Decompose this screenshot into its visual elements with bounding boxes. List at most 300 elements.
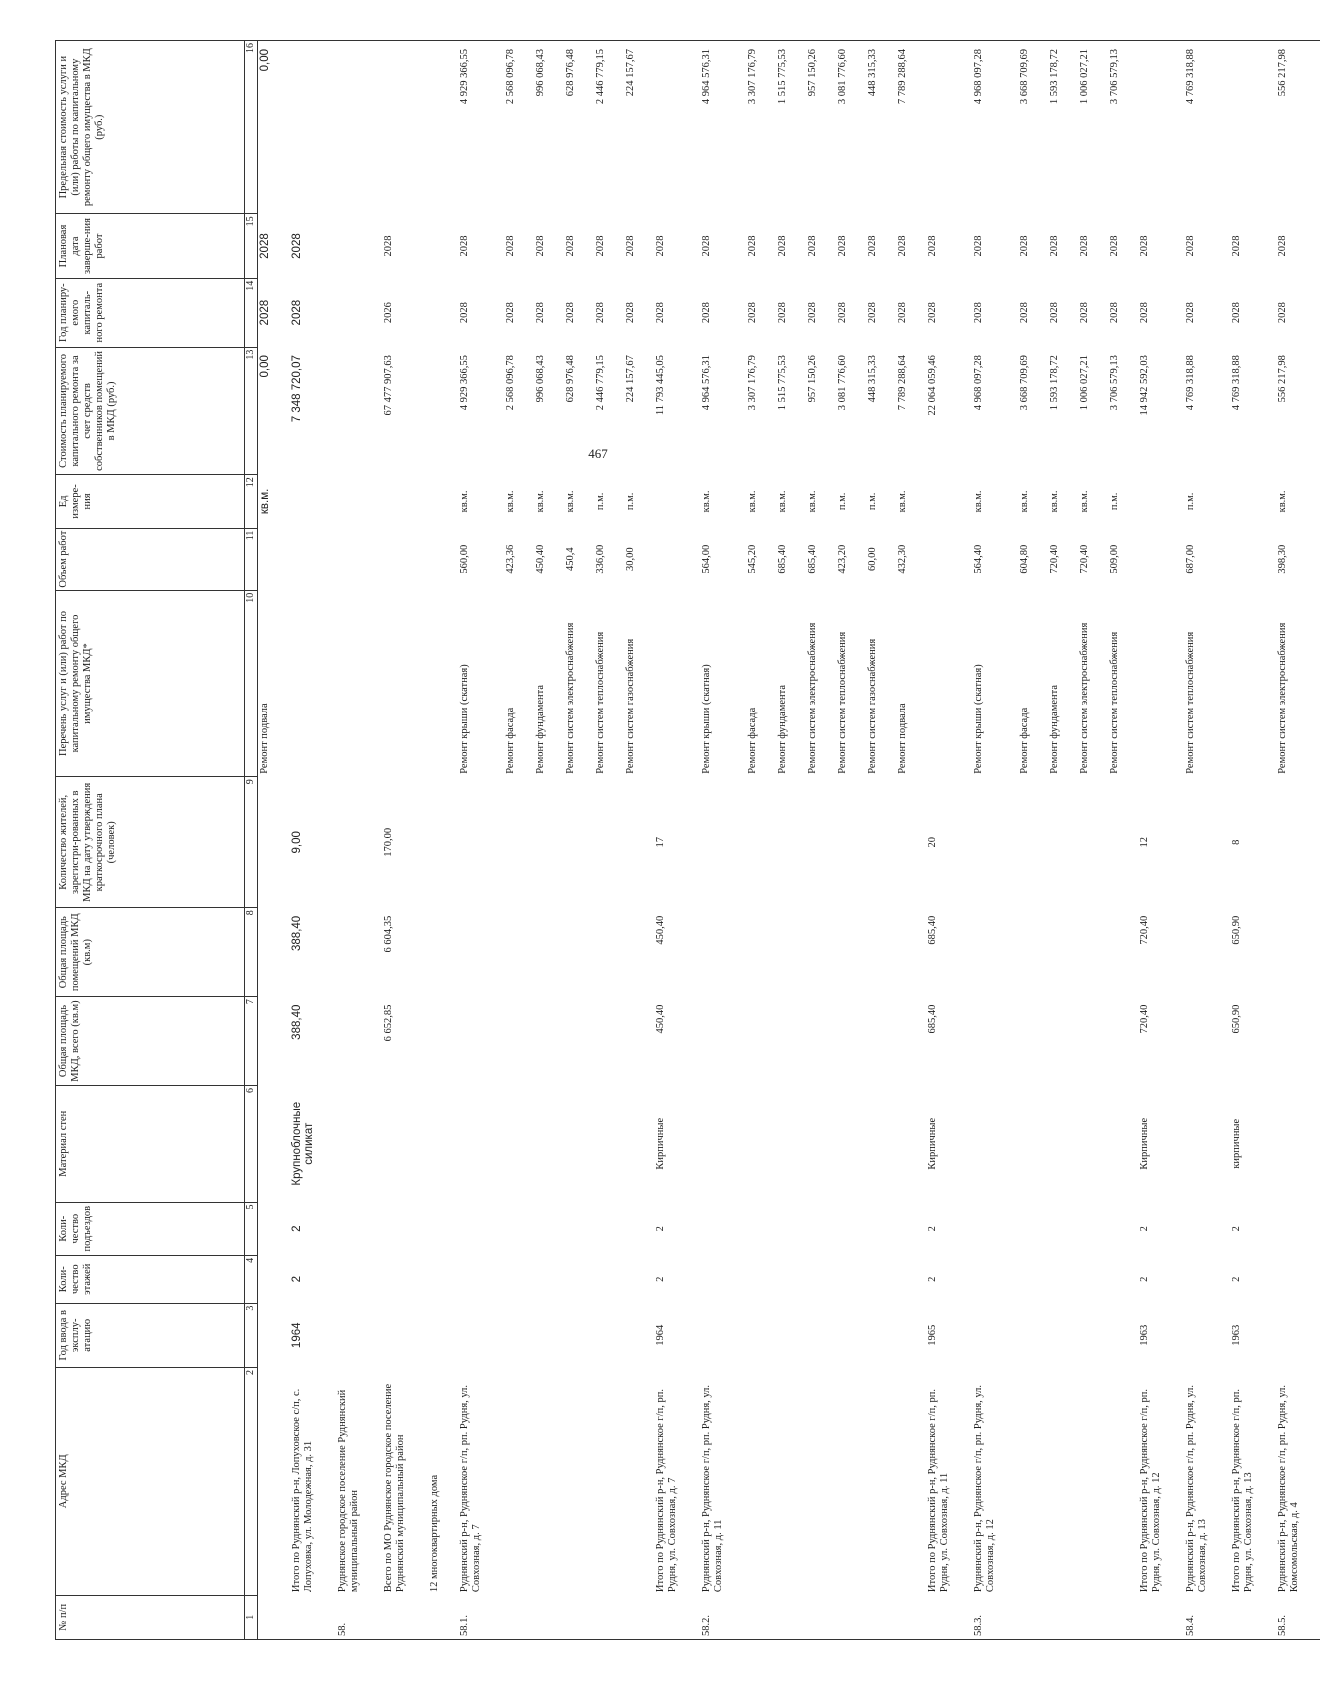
residents	[804, 777, 834, 908]
planned-year: 2028	[972, 302, 984, 324]
cost: 3 307 176,79	[746, 355, 758, 411]
wall-material	[380, 1085, 426, 1202]
address: Руднянский р-н, Руднянское г/п, рп. Рудня, ул. Совхозная, д. 7	[458, 1384, 482, 1593]
work-volume: 398,30	[1276, 544, 1288, 574]
work-type: Ремонт систем электроснабжения	[564, 622, 576, 774]
end-date: 2028	[1230, 235, 1242, 257]
total-area	[456, 997, 502, 1086]
column-number: 16	[245, 41, 258, 214]
floors	[1076, 1255, 1106, 1303]
row-number	[652, 1595, 698, 1639]
wall-material: Крупноблочные силикат	[290, 1101, 315, 1186]
cost: 7 789 288,64	[896, 355, 908, 411]
work-type: Ремонт систем электроснабжения	[1078, 622, 1090, 774]
table-row	[426, 41, 456, 1640]
wall-material	[622, 1085, 652, 1202]
planned-year: 2028	[564, 302, 576, 324]
total-area	[744, 997, 774, 1086]
limit-cost: 4 929 366,55	[458, 49, 470, 105]
address	[834, 1367, 864, 1595]
floors	[334, 1255, 380, 1303]
cost: 67 477 907,63	[382, 355, 394, 416]
row-number	[864, 1595, 894, 1639]
rooms-area	[1274, 908, 1320, 997]
work-type: Ремонт фасада	[1018, 707, 1030, 774]
end-date: 2028	[866, 235, 878, 257]
work-volume: 685,40	[776, 544, 788, 574]
entrances	[970, 1202, 1016, 1255]
column-header: Стоимость планируемого капитального ремонта за счет средств собственников помещений в МКД (руб.)	[56, 347, 245, 475]
residents	[1076, 777, 1106, 908]
row-number	[380, 1595, 426, 1639]
entrances	[592, 1202, 622, 1255]
work-volume	[652, 528, 698, 590]
entrances	[1106, 1202, 1136, 1255]
end-date: 2028	[746, 235, 758, 257]
unit: кв.м.	[1048, 490, 1060, 513]
limit-cost	[652, 41, 698, 214]
planned-year: 2028	[866, 302, 878, 324]
address	[1046, 1367, 1076, 1595]
column-header: Общая площадь помещений МКД (кв.м)	[56, 908, 245, 997]
cost: 556 217,98	[1276, 355, 1288, 403]
total-area	[622, 997, 652, 1086]
limit-cost	[288, 41, 334, 214]
total-area	[970, 997, 1016, 1086]
work-volume: 604,80	[1018, 544, 1030, 574]
column-number: 2	[245, 1367, 258, 1595]
residents: 170,00	[382, 827, 394, 857]
address	[502, 1367, 532, 1595]
planned-year: 2028	[504, 302, 516, 324]
total-area	[1182, 997, 1228, 1086]
row-number	[774, 1595, 804, 1639]
rooms-area	[1106, 908, 1136, 997]
limit-cost	[1228, 41, 1274, 214]
limit-cost: 4 964 576,31	[700, 49, 712, 105]
cost	[426, 347, 456, 475]
end-date: 2028	[972, 235, 984, 257]
column-header: Материал стен	[56, 1085, 245, 1202]
cost: 1 006 027,21	[1078, 355, 1090, 411]
commission-year	[804, 1303, 834, 1367]
total-area	[258, 997, 288, 1086]
planned-year: 2028	[290, 299, 303, 326]
row-number	[744, 1595, 774, 1639]
cost: 4 769 318,88	[1184, 355, 1196, 411]
floors	[502, 1255, 532, 1303]
cost: 14 942 592,03	[1138, 355, 1150, 416]
wall-material	[1016, 1085, 1046, 1202]
floors	[592, 1255, 622, 1303]
rooms-area	[774, 908, 804, 997]
row-number: 58.2.	[700, 1615, 712, 1636]
address	[894, 1367, 924, 1595]
wall-material: кирпичные	[1230, 1118, 1242, 1169]
commission-year	[426, 1303, 456, 1367]
entrances	[380, 1202, 426, 1255]
limit-cost	[380, 41, 426, 214]
wall-material	[698, 1085, 744, 1202]
total-area	[894, 997, 924, 1086]
entrances	[744, 1202, 774, 1255]
rooms-area	[1046, 908, 1076, 997]
commission-year	[380, 1303, 426, 1367]
floors	[864, 1255, 894, 1303]
residents	[592, 777, 622, 908]
entrances: 2	[1138, 1226, 1150, 1232]
total-area	[502, 997, 532, 1086]
wall-material	[502, 1085, 532, 1202]
work-volume: 687,00	[1184, 544, 1196, 574]
limit-cost: 556 217,98	[1276, 49, 1288, 97]
unit	[288, 475, 334, 528]
rooms-area	[426, 908, 456, 997]
residents: 12	[1138, 837, 1150, 848]
commission-year	[456, 1303, 502, 1367]
total-area: 388,40	[290, 1004, 303, 1040]
total-area: 685,40	[926, 1004, 938, 1034]
unit: кв.м.	[746, 490, 758, 513]
page-number: 467	[588, 446, 608, 461]
row-number: 58.	[336, 1622, 348, 1636]
commission-year	[1016, 1303, 1046, 1367]
end-date	[334, 214, 380, 278]
commission-year	[334, 1303, 380, 1367]
wall-material	[834, 1085, 864, 1202]
entrances	[1016, 1202, 1046, 1255]
entrances	[426, 1202, 456, 1255]
residents	[698, 777, 744, 908]
address: Руднянский р-н, Руднянское г/п, рп. Рудня, ул. Комсомольская, д. 4	[1276, 1384, 1300, 1593]
wall-material: Кирпичные	[926, 1117, 938, 1170]
commission-year	[774, 1303, 804, 1367]
planned-year: 2028	[806, 302, 818, 324]
table-row	[1076, 41, 1106, 1640]
cost: 2 446 779,15	[594, 355, 606, 411]
commission-year	[698, 1303, 744, 1367]
column-number: 11	[245, 528, 258, 590]
cost: 4 929 366,55	[458, 355, 470, 411]
total-area	[426, 997, 456, 1086]
commission-year: 1965	[926, 1324, 938, 1346]
table-row	[1016, 41, 1046, 1640]
limit-cost: 3 706 579,13	[1108, 49, 1120, 105]
cost: 4 968 097,28	[972, 355, 984, 411]
floors: 2	[926, 1276, 938, 1282]
wall-material	[744, 1085, 774, 1202]
row-number	[834, 1595, 864, 1639]
work-type: Ремонт фасада	[504, 707, 516, 774]
entrances: 2	[654, 1226, 666, 1232]
work-type: Ремонт систем электроснабжения	[806, 622, 818, 774]
work-volume	[288, 528, 334, 590]
end-date: 2028	[534, 235, 546, 257]
wall-material	[804, 1085, 834, 1202]
rooms-area: 388,40	[290, 915, 303, 951]
limit-cost	[924, 41, 970, 214]
cost: 957 150,26	[806, 355, 818, 403]
end-date: 2028	[1108, 235, 1120, 257]
wall-material: Кирпичные	[1138, 1117, 1150, 1170]
row-number: 58.3.	[972, 1615, 984, 1636]
work-volume: 545,20	[746, 544, 758, 574]
residents	[744, 777, 774, 908]
column-number-row	[245, 41, 258, 1640]
limit-cost	[1136, 41, 1182, 214]
wall-material	[1106, 1085, 1136, 1202]
cost: 448 315,33	[866, 355, 878, 403]
column-number: 12	[245, 475, 258, 528]
table-row	[774, 41, 804, 1640]
entrances	[1046, 1202, 1076, 1255]
total-area	[834, 997, 864, 1086]
floors	[532, 1255, 562, 1303]
work-volume	[426, 528, 456, 590]
residents	[1274, 777, 1320, 908]
limit-cost: 996 068,43	[534, 49, 546, 97]
row-number	[1106, 1595, 1136, 1639]
table-row	[698, 41, 744, 1640]
residents	[502, 777, 532, 908]
address: Итого по Руднянский р-н, Руднянское г/п, рп. Рудня, ул. Совхозная, д. 11	[926, 1388, 950, 1593]
residents	[864, 777, 894, 908]
work-type	[924, 590, 970, 777]
work-volume	[924, 528, 970, 590]
column-number: 14	[245, 278, 258, 347]
address: Итого по Руднянский р-н, Руднянское г/п, рп. Рудня, ул. Совхозная, д. 12	[1138, 1388, 1162, 1593]
document-page	[55, 40, 1300, 1640]
table-row	[744, 41, 774, 1640]
floors	[258, 1255, 288, 1303]
work-type: Ремонт крыши (скатная)	[700, 664, 712, 774]
table-row	[502, 41, 532, 1640]
commission-year	[894, 1303, 924, 1367]
planned-year: 2028	[1078, 302, 1090, 324]
address	[532, 1367, 562, 1595]
rooms-area	[258, 908, 288, 997]
rooms-area	[864, 908, 894, 997]
limit-cost: 4 769 318,88	[1184, 49, 1196, 105]
total-area	[532, 997, 562, 1086]
table-row	[1274, 41, 1320, 1640]
work-volume: 720,40	[1078, 544, 1090, 574]
work-type: Ремонт подвала	[896, 703, 908, 774]
wall-material	[562, 1085, 592, 1202]
cost: 1 593 178,72	[1048, 355, 1060, 411]
limit-cost: 3 081 776,60	[836, 49, 848, 105]
wall-material	[456, 1085, 502, 1202]
entrances: 2	[1230, 1226, 1242, 1232]
work-type: Ремонт подвала	[259, 703, 270, 774]
residents	[334, 777, 380, 908]
limit-cost: 1 593 178,72	[1048, 49, 1060, 105]
wall-material	[864, 1085, 894, 1202]
limit-cost: 628 976,48	[564, 49, 576, 97]
wall-material	[1274, 1085, 1320, 1202]
work-volume: 560,00	[458, 544, 470, 574]
rooms-area	[804, 908, 834, 997]
unit: п.м.	[594, 492, 606, 511]
rooms-area	[894, 908, 924, 997]
unit: кв.м.	[1276, 490, 1288, 513]
cost: 2 568 096,78	[504, 355, 516, 411]
wall-material	[970, 1085, 1016, 1202]
rooms-area: 6 604,35	[382, 915, 394, 953]
cost: 4 964 576,31	[700, 355, 712, 411]
cost: 0,00	[259, 355, 271, 378]
cost: 4 769 318,88	[1230, 355, 1242, 411]
row-number	[1136, 1595, 1182, 1639]
rooms-area: 450,40	[654, 915, 666, 945]
rooms-area: 720,40	[1138, 915, 1150, 945]
wall-material	[894, 1085, 924, 1202]
address: Руднянский р-н, Руднянское г/п, рп. Рудня, ул. Совхозная, д. 13	[1184, 1384, 1208, 1593]
wall-material	[1182, 1085, 1228, 1202]
cost: 11 793 445,05	[654, 355, 666, 416]
floors	[834, 1255, 864, 1303]
unit: п.м.	[624, 492, 636, 511]
total-area	[1076, 997, 1106, 1086]
work-type: Ремонт систем газоснабжения	[624, 638, 636, 774]
entrances	[894, 1202, 924, 1255]
end-date: 2028	[776, 235, 788, 257]
repair-plan-table	[55, 40, 1320, 1640]
address: Итого по Руднянский р-н, Лопуховское с/п, с. Лопуховка, ул. Молодежная, д. 31	[290, 1388, 314, 1593]
entrances	[562, 1202, 592, 1255]
rooms-area	[334, 908, 380, 997]
commission-year: 1963	[1138, 1324, 1150, 1346]
floors	[970, 1255, 1016, 1303]
entrances: 2	[926, 1226, 938, 1232]
floors: 2	[290, 1276, 303, 1283]
unit: кв.м.	[896, 490, 908, 513]
rooms-area	[1016, 908, 1046, 997]
limit-cost: 1 006 027,21	[1078, 49, 1090, 105]
total-area	[334, 997, 380, 1086]
row-number	[258, 1595, 288, 1639]
unit: кв.м.	[534, 490, 546, 513]
floors	[894, 1255, 924, 1303]
column-header: Коли-чество этажей	[56, 1255, 245, 1303]
address: Итого по Руднянский р-н, Руднянское г/п, рп. Рудня, ул. Совхозная, д. 7	[654, 1388, 678, 1593]
floors	[1182, 1255, 1228, 1303]
planned-year: 2028	[594, 302, 606, 324]
commission-year	[744, 1303, 774, 1367]
work-volume	[1228, 528, 1274, 590]
entrances: 2	[290, 1225, 303, 1232]
row-number	[592, 1595, 622, 1639]
commission-year	[970, 1303, 1016, 1367]
table-row	[456, 41, 502, 1640]
row-number	[1228, 1595, 1274, 1639]
table-row	[652, 41, 698, 1640]
planned-year: 2028	[1230, 302, 1242, 324]
rooms-area	[970, 908, 1016, 997]
entrances	[1182, 1202, 1228, 1255]
commission-year	[1274, 1303, 1320, 1367]
floors	[426, 1255, 456, 1303]
table-row	[532, 41, 562, 1640]
commission-year	[834, 1303, 864, 1367]
unit: кв.м.	[972, 490, 984, 513]
column-number: 5	[245, 1202, 258, 1255]
column-header: Коли-чество подъездов	[56, 1202, 245, 1255]
entrances	[622, 1202, 652, 1255]
work-volume: 423,20	[836, 544, 848, 574]
entrances	[804, 1202, 834, 1255]
commission-year	[502, 1303, 532, 1367]
floors	[622, 1255, 652, 1303]
limit-cost: 4 968 097,28	[972, 49, 984, 105]
work-volume	[380, 528, 426, 590]
table-row	[592, 41, 622, 1640]
work-type: Ремонт систем электроснабжения	[1276, 622, 1288, 774]
unit: кв.м.	[700, 490, 712, 513]
work-type	[1228, 590, 1274, 777]
row-number: 58.4.	[1184, 1615, 1196, 1636]
work-type	[652, 590, 698, 777]
work-type: Ремонт систем теплоснабжения	[1184, 631, 1196, 774]
address: Руднянский р-н, Руднянское г/п, рп. Рудня, ул. Совхозная, д. 11	[700, 1384, 724, 1593]
address	[1106, 1367, 1136, 1595]
planned-year: 2028	[458, 302, 470, 324]
column-header: № п/п	[56, 1595, 245, 1639]
column-header: Год ввода в эксплу-атацию	[56, 1303, 245, 1367]
row-number	[1076, 1595, 1106, 1639]
work-type	[380, 590, 426, 777]
total-area	[804, 997, 834, 1086]
end-date: 2028	[1276, 235, 1288, 257]
rooms-area	[456, 908, 502, 997]
table-row	[804, 41, 834, 1640]
residents: 17	[654, 837, 666, 848]
table-row	[562, 41, 592, 1640]
planned-year: 2028	[896, 302, 908, 324]
work-volume: 60,00	[866, 547, 878, 571]
limit-cost	[426, 41, 456, 214]
end-date: 2028	[654, 235, 666, 257]
floors: 2	[654, 1276, 666, 1282]
cost: 3 706 579,13	[1108, 355, 1120, 411]
address	[562, 1367, 592, 1595]
residents	[894, 777, 924, 908]
floors	[456, 1255, 502, 1303]
floors	[1016, 1255, 1046, 1303]
residents	[456, 777, 502, 908]
table-row	[1136, 41, 1182, 1640]
unit	[1136, 475, 1182, 528]
work-type: Ремонт систем теплоснабжения	[836, 631, 848, 774]
work-volume	[334, 528, 380, 590]
address: Руднянский р-н, Руднянское г/п, рп. Рудня, ул. Совхозная, д. 12	[972, 1384, 996, 1593]
work-type: Ремонт фасада	[746, 707, 758, 774]
end-date: 2028	[458, 235, 470, 257]
unit: кв.м.	[504, 490, 516, 513]
end-date: 2028	[896, 235, 908, 257]
end-date: 2028	[806, 235, 818, 257]
unit: кв.м.	[564, 490, 576, 513]
end-date: 2028	[382, 235, 394, 257]
end-date: 2028	[564, 235, 576, 257]
unit	[334, 475, 380, 528]
unit	[652, 475, 698, 528]
planned-year	[334, 278, 380, 347]
cost: 3 668 709,69	[1018, 355, 1030, 411]
cost: 224 157,67	[624, 355, 636, 403]
entrances	[864, 1202, 894, 1255]
work-volume	[1136, 528, 1182, 590]
